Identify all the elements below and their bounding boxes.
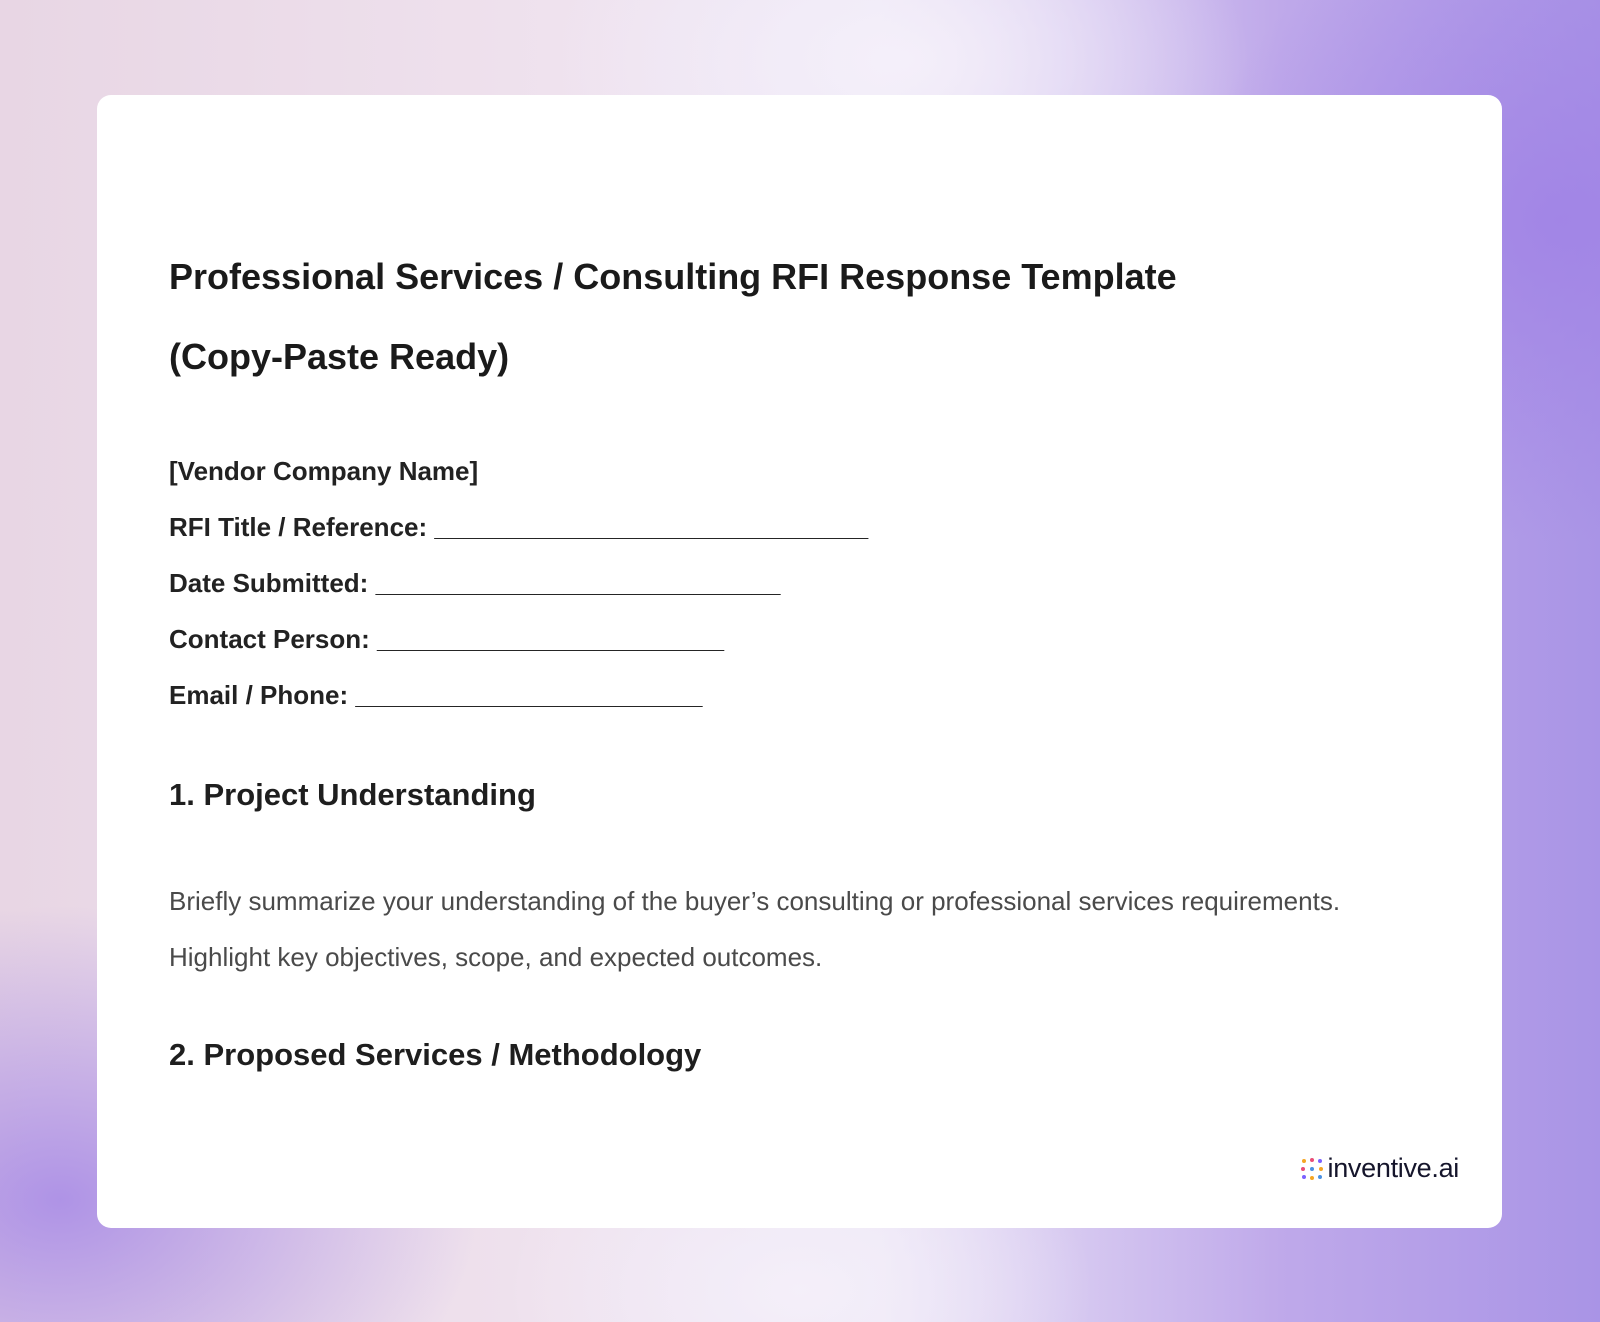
section-heading-proposed-services: 2. Proposed Services / Methodology <box>169 1037 702 1072</box>
contact-person-field: Contact Person: ________________________ <box>169 624 725 654</box>
rfi-title-reference-field: RFI Title / Reference: ______________________________ <box>169 512 869 542</box>
header-fields <box>169 443 1409 723</box>
inventive-logo-icon <box>1300 1157 1324 1181</box>
email-phone-field: Email / Phone: ________________________ <box>169 680 703 710</box>
brand-logo <box>1300 1153 1459 1184</box>
section-heading-project-understanding: 1. Project Understanding <box>169 777 536 812</box>
document-content <box>169 237 1409 1085</box>
vendor-company-name-field: [Vendor Company Name] <box>169 456 479 486</box>
document-title-line-1: Professional Services / Consulting RFI Response Template <box>169 256 1177 297</box>
date-submitted-field: Date Submitted: ____________________________ <box>169 568 781 598</box>
document-title <box>169 237 1409 397</box>
document-card <box>97 95 1502 1228</box>
brand-name: inventive.ai <box>1327 1153 1459 1183</box>
document-title-line-2: (Copy-Paste Ready) <box>169 336 510 377</box>
section-body-project-understanding: Briefly summarize your understanding of the buyer’s consulting or professional services requirements. Highlight key objectives, scope, and expected outcomes. <box>169 886 1341 972</box>
